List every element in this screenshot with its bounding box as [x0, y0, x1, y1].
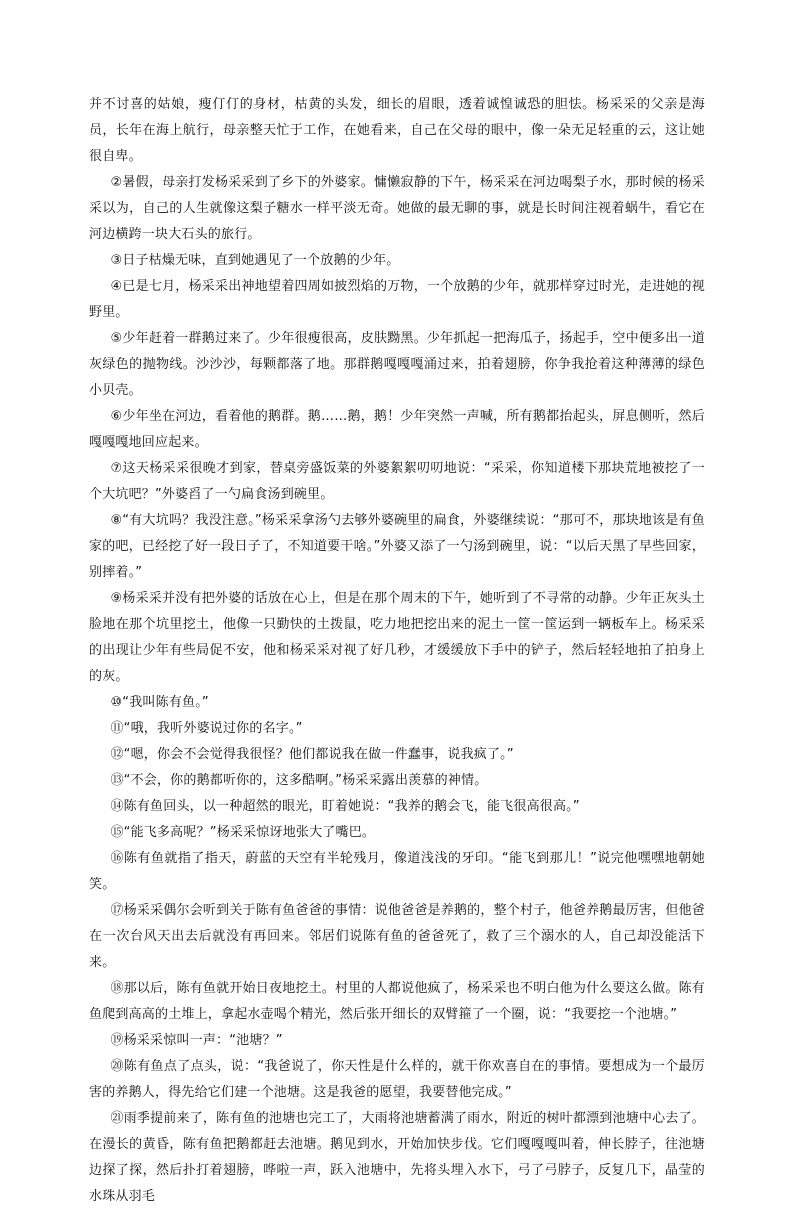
paragraph: ⑩“我叫陈有鱼。” — [110, 695, 209, 710]
paragraph: ⑮“能飞多高呢？”杨采采惊讶地张大了嘴巴。 — [110, 825, 376, 840]
paragraph: ㉑雨季提前来了，陈有鱼的池塘也完工了，大雨将池塘蓄满了雨水，附近的树叶都漂到池塘中心去了。在漫长的黄昏，陈有鱼把鹅都赶去池塘。鹅见到水，开始加快步伐。它们嘎嘎嘎叫着，伸长脖子，往池塘边探了探，然后扑打着翅膀，哗啦一声，跃入池塘中，先将头埋入水下，弓了弓脖子，反复几下，晶莹的水珠从羽毛 — [89, 1111, 705, 1204]
paragraph: ⑦这天杨采采很晚才到家，替桌旁盛饭菜的外婆絮絮叨叨地说：“采采，你知道楼下那块荒地被挖了一个大坑吧？”外婆舀了一勺扁食汤到碗里。 — [89, 461, 705, 502]
paragraph: ③日子枯燥无味，直到她遇见了一个放鹅的少年。 — [110, 253, 400, 268]
paragraph: ⑬“不会，你的鹅都听你的，这多酷啊。”杨采采露出羡慕的神情。 — [110, 773, 488, 788]
paragraph: ⑱那以后，陈有鱼就开始日夜地挖土。村里的人都说他疯了，杨采采也不明白他为什么要这么做。陈有鱼爬到高高的土堆上，拿起水壶喝个精光，然后张开细长的双臂箍了一个圈，说：“我要挖一个池塘。” — [89, 981, 705, 1022]
paragraph: ⑪“哦，我听外婆说过你的名字。” — [110, 721, 303, 736]
paragraph: ⑲杨采采惊叫一声：“池塘？” — [110, 1033, 283, 1048]
paragraph: ⑳陈有鱼点了点头，说：“我爸说了，你天性是什么样的，就干你欢喜自在的事情。要想成为一个最厉害的养鹅人，得先给它们建一个池塘。这是我爸的愿望，我要替他完成。” — [89, 1059, 705, 1100]
paragraph: ⑥少年坐在河边，看着他的鹅群。鹅……鹅，鹅！少年突然一声喊，所有鹅都抬起头，屏息侧听，然后嘎嘎嘎地回应起来。 — [89, 409, 705, 450]
paragraph: ⑨杨采采并没有把外婆的话放在心上，但是在那个周末的下午，她听到了不寻常的动静。少年正灰头土脸地在那个坑里挖土，他像一只勤快的土拨鼠，吃力地把挖出来的泥土一筐一筐运到一辆板车上。杨采采的出现让少年有些局促不安，他和杨采采对视了好几秒，才缓缓放下手中的铲子，然后轻轻地拍了拍身上的灰。 — [89, 591, 705, 684]
paragraph: ⑯陈有鱼就指了指天，蔚蓝的天空有半轮残月，像道浅浅的牙印。“能飞到那儿！”说完他嘿嘿地朝她笑。 — [89, 851, 705, 892]
article-body — [89, 92, 705, 1210]
paragraph: 并不讨喜的姑娘，瘦仃仃的身材，枯黄的头发，细长的眉眼，透着诚惶诚恐的胆怯。杨采采的父亲是海员，长年在海上航行，母亲整天忙于工作，在她看来，自己在父母的眼中，像一朵无足轻重的云，这让她很自卑。 — [89, 97, 705, 164]
paragraph: ⑤少年赶着一群鹅过来了。少年很瘦很高，皮肤黝黑。少年抓起一把海瓜子，扬起手，空中便多出一道灰绿色的抛物线。沙沙沙，每颗都落了地。那群鹅嘎嘎嘎涌过来，拍着翅膀，你争我抢着这种薄薄的绿色小贝壳。 — [89, 331, 705, 398]
paragraph: ⑧“有大坑吗？我没注意。”杨采采拿汤勺去够外婆碗里的扁食，外婆继续说：“那可不，那块地该是有鱼家的吧，已经挖了好一段日子了，不知道要干啥。”外婆又添了一勺汤到碗里，说：“以后天黑了早些回家，别摔着。” — [89, 513, 705, 580]
paragraph: ⑭陈有鱼回头，以一种超然的眼光，盯着她说：“我养的鹅会飞，能飞很高很高。” — [110, 799, 580, 814]
paragraph: ②暑假，母亲打发杨采采到了乡下的外婆家。慵懒寂静的下午，杨采采在河边喝梨子水，那时候的杨采采以为，自己的人生就像这梨子糖水一样平淡无奇。她做的最无聊的事，就是长时间注视着蜗牛，看它在河边横跨一块大石头的旅行。 — [89, 175, 705, 242]
paragraph: ④已是七月，杨采采出神地望着四周如披烈焰的万物，一个放鹅的少年，就那样穿过时光，走进她的视野里。 — [89, 279, 705, 320]
paragraph: ⑰杨采采偶尔会听到关于陈有鱼爸爸的事情：说他爸爸是养鹅的，整个村子，他爸养鹅最厉害，但他爸在一次台风天出去后就没有再回来。邻居们说陈有鱼的爸爸死了，救了三个溺水的人，自己却没能活下来。 — [89, 903, 705, 970]
paragraph: ⑫“嗯，你会不会觉得我很怪？他们都说我在做一件蠢事，说我疯了。” — [110, 747, 514, 762]
